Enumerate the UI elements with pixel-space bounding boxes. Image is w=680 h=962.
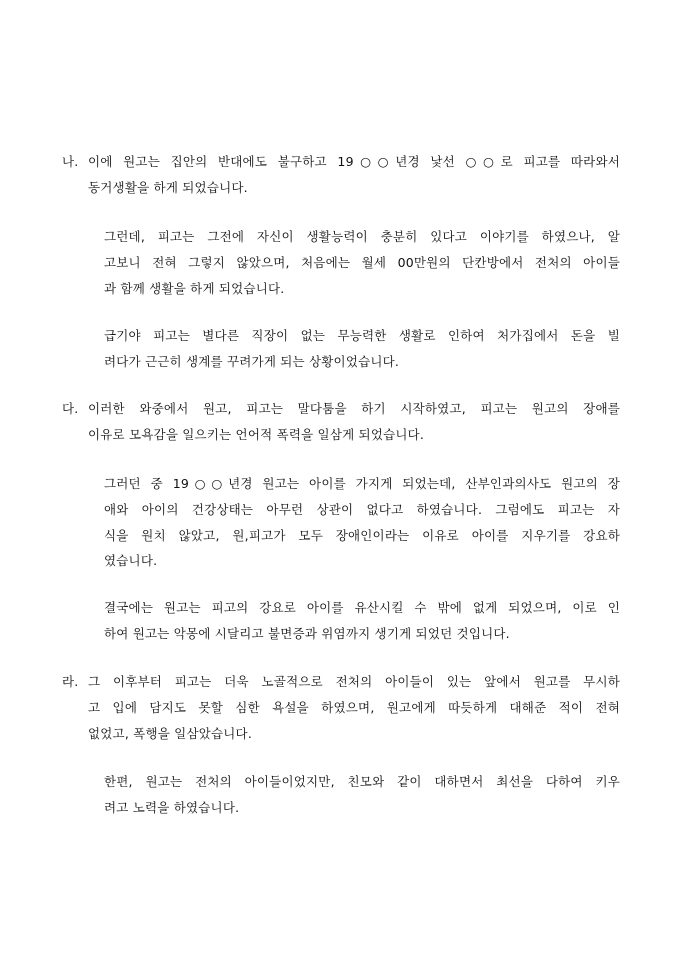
text-line: 이에 원고는 집안의 반대에도 불구하고 19○○년경 낯선 ○○로 피고를 따라와서 xyxy=(88,154,620,169)
text-line: 과 함께 생활을 하게 되었습니다. xyxy=(104,281,285,296)
text-line: 한편, 원고는 전처의 아이들이었지만, 친모와 같이 대하면서 최선을 다하여 키우 xyxy=(104,774,620,789)
text-line: 결국에는 원고는 피고의 강요로 아이를 유산시킬 수 밖에 없게 되었으며, 이로 인 xyxy=(104,600,620,615)
text-line: 그 이후부터 피고는 더욱 노골적으로 전처의 아이들이 있는 앞에서 원고를 무시하 xyxy=(88,674,620,689)
text-line: 동거생활을 하게 되었습니다. xyxy=(88,180,248,195)
text-line: 고보니 전혀 그렇지 않았으며, 처음에는 월세 00만원의 단칸방에서 전처의 아이들 xyxy=(104,255,620,270)
text-line: 그런데, 피고는 그전에 자신이 생활능력이 충분히 있다고 이야기를 하였으나, 알 xyxy=(104,229,620,244)
text-line: 애와 아이의 건강상태는 아무런 상관이 없다고 하였습니다. 그럼에도 피고는 자 xyxy=(104,502,620,517)
text-line: 이유로 모욕감을 일으키는 언어적 폭력을 일삼게 되었습니다. xyxy=(88,427,425,442)
text-line: 려고 노력을 하였습니다. xyxy=(104,800,240,815)
text-line: 없었고, 폭행을 일삼았습니다. xyxy=(88,726,252,741)
section-marker-ra: 라. xyxy=(62,674,79,689)
text-line: 였습니다. xyxy=(104,553,158,568)
text-line: 그러던 중 19○○년경 원고는 아이를 가지게 되었는데, 산부인과의사도 원고의 장 xyxy=(104,476,620,491)
text-line: 이러한 와중에서 원고, 피고는 말다툼을 하기 시작하였고, 피고는 원고의 장애를 xyxy=(88,401,620,416)
section-marker-na: 나. xyxy=(62,154,79,169)
text-line: 식을 원치 않았고, 원,피고가 모두 장애인이라는 이유로 아이를 지우기를 강요하 xyxy=(104,528,620,543)
text-line: 려다가 근근히 생계를 꾸려가게 되는 상황이었습니다. xyxy=(104,354,400,369)
text-line: 고 입에 담지도 못할 심한 욕설을 하였으며, 원고에게 따듯하게 대해준 적이 전혀 xyxy=(88,700,620,715)
text-line: 하여 원고는 악몽에 시달리고 불면증과 위염까지 생기게 되었던 것입니다. xyxy=(104,626,510,641)
section-marker-da: 다. xyxy=(62,401,79,416)
text-line: 급기야 피고는 별다른 직장이 없는 무능력한 생활로 인하여 처가집에서 돈을 빌 xyxy=(104,328,620,343)
